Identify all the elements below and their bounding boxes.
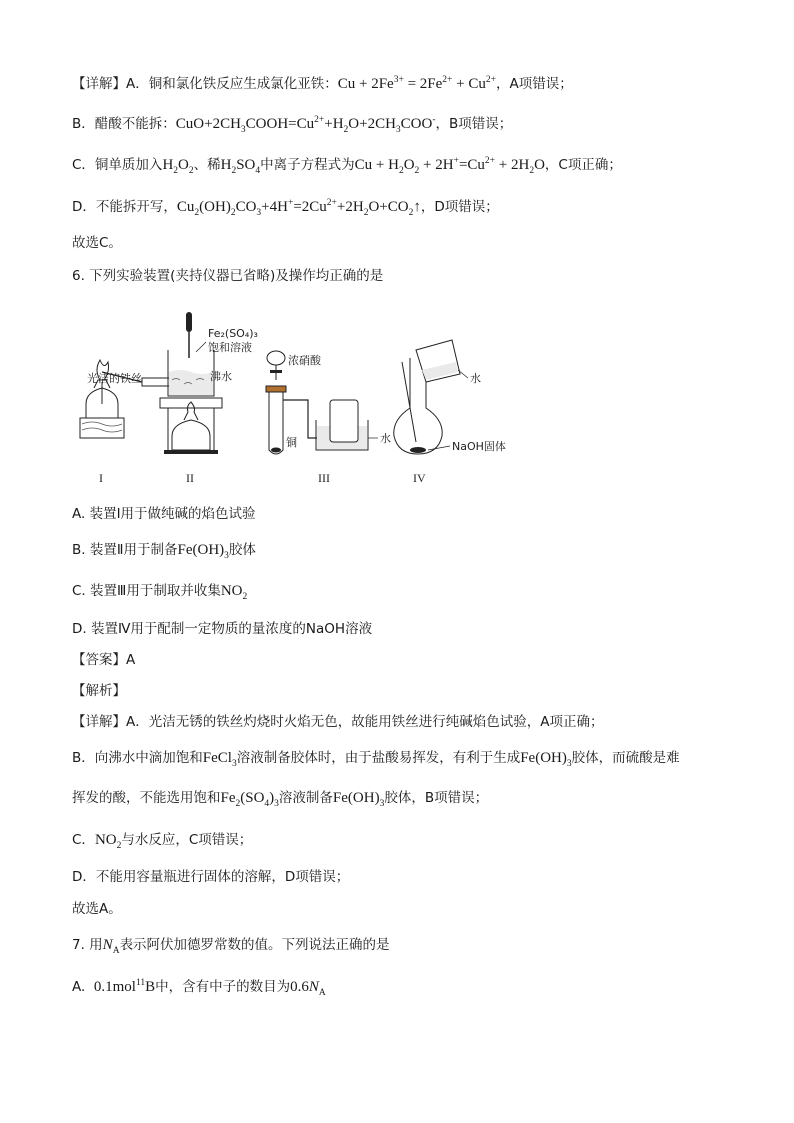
label-conc-nitric-acid: 浓硝酸 — [288, 354, 321, 367]
q6-option-b: B. 装置Ⅱ用于制备$Fe(OH)_3$胶体 — [72, 542, 256, 561]
q6-choose: 故选A。 — [72, 901, 122, 917]
equation: $Cu + H_2O_2 + 2H^+=Cu^{2+} + 2H_2O$ — [354, 156, 545, 176]
label-roman-2: II — [186, 471, 194, 485]
label-iron-wire: 光洁的铁丝 — [87, 372, 142, 385]
q5-detail-b: B．醋酸不能拆：$CuO+2CH_3COOH=Cu^{2+}+H_2O+2CH_3COO^-$，B项错误； — [72, 115, 513, 135]
apparatus-3 — [266, 351, 391, 485]
label-roman-1: I — [99, 471, 103, 485]
equation: $CuO+2CH_3COOH=Cu^{2+}+H_2O+2CH_3COO^-$ — [175, 115, 436, 135]
apparatus-diagram — [72, 300, 532, 490]
q6-detail-c: C．$NO_2$与水反应，C项错误； — [72, 832, 253, 851]
q6-detail-d: D．不能用容量瓶进行固体的溶解，D项错误； — [72, 869, 350, 885]
q6-option-c: C. 装置Ⅲ用于制取并收集$NO_2$ — [72, 583, 248, 602]
label-boiling-water: 沸水 — [210, 370, 232, 383]
q5-detail-c: C．铜单质加入$H_2O_2$、稀$H_2SO_4$中离子方程式为$Cu + H_2O_2 + 2H^+=Cu^{2+} + 2H_2O$，C项正确； — [72, 156, 622, 176]
q6-detail-b-line1: B．向沸水中滴加饱和FeCl$_3$溶液制备胶体时，由于盐酸易挥发，有利于生成$Fe(OH)_3$胶体，而硫酸是难 — [72, 750, 680, 769]
label-copper: 铜 — [286, 436, 297, 449]
q7-option-a: A. 0.1mol$^{11}$B中，含有中子的数目为$0.6N_A$ — [72, 978, 326, 998]
equation: $Cu + 2Fe^{3+} = 2Fe^{2+} + Cu^{2+}$ — [337, 75, 496, 92]
apparatus-2 — [160, 312, 258, 485]
label-water-3: 水 — [380, 432, 391, 445]
apparatus-4 — [394, 340, 506, 485]
label-naoh-solid: NaOH固体 — [452, 440, 506, 453]
apparatus-1 — [80, 360, 172, 485]
equation: $Cu_2(OH)_2CO_3+4H^+=2Cu^{2+}+2H_2O+CO_2↑$ — [176, 198, 421, 218]
q5-detail-d: D．不能拆开写，$Cu_2(OH)_2CO_3+4H^+=2Cu^{2+}+2H_2O+CO_2↑$，D项错误； — [72, 198, 499, 218]
q6-option-d: D. 装置Ⅳ用于配制一定物质的量浓度的NaOH溶液 — [72, 621, 373, 637]
q6-detail-a: 【详解】A．光洁无锈的铁丝灼烧时火焰无色，故能用铁丝进行纯碱焰色试验，A项正确； — [72, 714, 604, 730]
q7-stem: 7. 用$N_A$表示阿伏加德罗常数的值。下列说法正确的是 — [72, 937, 390, 956]
q6-analysis: 【解析】 — [72, 683, 126, 699]
q5-choose: 故选C。 — [72, 235, 122, 251]
label-roman-3: III — [318, 471, 330, 485]
q6-option-a: A. 装置Ⅰ用于做纯碱的焰色试验 — [72, 506, 256, 522]
q6-stem: 6. 下列实验装置(夹持仪器已省略)及操作均正确的是 — [72, 268, 384, 284]
label-roman-4: IV — [413, 471, 426, 485]
label-fe2so43: Fe₂(SO₄)₃ — [208, 327, 258, 340]
q6-detail-b-line2: 挥发的酸，不能选用饱和$Fe_2(SO_4)_3$溶液制备$Fe(OH)_3$胶体，B项错误； — [72, 790, 489, 809]
label-water-4: 水 — [470, 372, 481, 385]
label-saturated-solution: 饱和溶液 — [208, 341, 252, 354]
q5-detail-a: 【详解】A．铜和氯化铁反应生成氯化亚铁：$Cu + 2Fe^{3+} = 2Fe^{2+} + Cu^{2+}$，A项错误； — [72, 75, 573, 92]
q6-answer: 【答案】A — [72, 652, 136, 668]
